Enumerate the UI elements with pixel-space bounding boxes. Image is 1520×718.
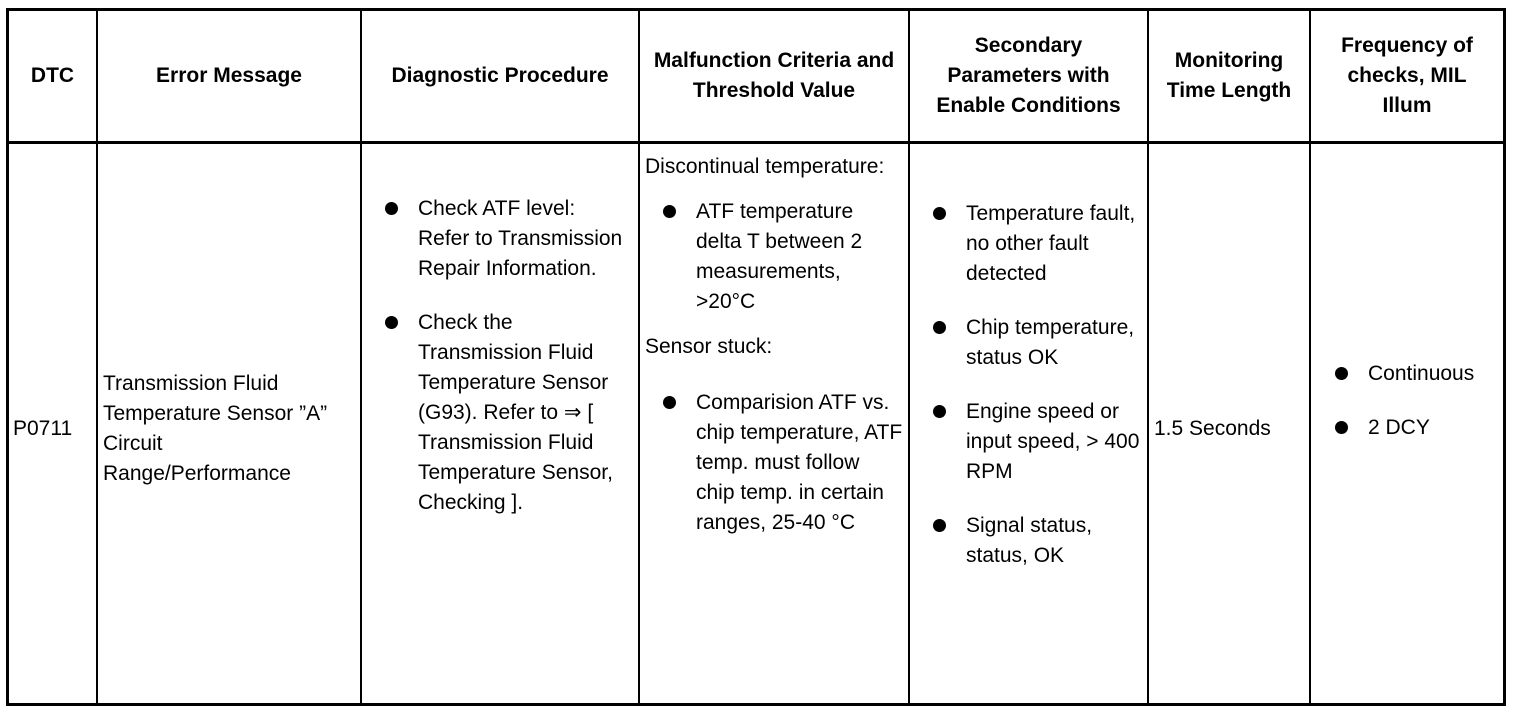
- header-malfunction-criteria: Malfunction Criteria and Threshold Value: [653, 49, 895, 102]
- list-item: [1335, 359, 1505, 389]
- parameter-text: Temperature fault, no other fault detected: [966, 202, 1136, 285]
- bullet-icon: [1335, 421, 1348, 434]
- list-item: [933, 199, 1143, 289]
- cell-diagnostic-procedure: [385, 194, 631, 518]
- bullet-icon: [663, 205, 676, 218]
- dtc-table: [6, 8, 1506, 706]
- list-item: [385, 194, 631, 284]
- parameter-text: Engine speed or input speed, > 400 RPM: [966, 400, 1140, 483]
- header-diagnostic-procedure: Diagnostic Procedure: [391, 64, 609, 87]
- parameter-text: Chip temperature, status OK: [966, 316, 1135, 369]
- cell-secondary-parameters: [933, 199, 1143, 571]
- cell-monitoring-time: 1.5 Seconds: [1154, 417, 1271, 440]
- list-item: [933, 397, 1143, 487]
- list-item: [663, 197, 903, 317]
- bullet-icon: [385, 202, 398, 215]
- bullet-icon: [933, 405, 946, 418]
- cell-error-message: Transmission Fluid Temperature Sensor ”A” Circuit Range/Performance: [103, 372, 328, 485]
- bullet-icon: [933, 519, 946, 532]
- header-frequency: Frequency of checks, MIL Illum: [1341, 34, 1473, 117]
- header-dtc: DTC: [30, 64, 75, 87]
- frequency-text: 2 DCY: [1368, 416, 1430, 439]
- cell-malfunction-criteria: [645, 152, 903, 538]
- parameter-text: Signal status, status, OK: [966, 514, 1093, 567]
- procedure-step-text: Check the Transmission Fluid Temperature Sensor (G93). Refer to ⇒ [ Transmission Fluid Temperature Sensor, Checking ].: [418, 311, 613, 514]
- list-item: [933, 511, 1143, 571]
- criteria-item-text: ATF temperature delta T between 2 measurements, >20°C: [696, 200, 863, 313]
- header-monitoring-time: Monitoring Time Length: [1166, 49, 1292, 102]
- bullet-icon: [663, 396, 676, 409]
- bullet-icon: [1335, 367, 1348, 380]
- list-item: [663, 388, 903, 538]
- header-secondary-parameters: Secondary Parameters with Enable Conditions: [936, 34, 1121, 117]
- cell-frequency: [1335, 359, 1505, 443]
- criteria-section-title: Discontinual temperature:: [645, 155, 885, 178]
- procedure-step-text: Check ATF level: Refer to Transmission Repair Information.: [418, 197, 623, 280]
- frequency-text: Continuous: [1368, 362, 1475, 385]
- criteria-section-title: Sensor stuck:: [645, 335, 773, 358]
- header-error-message: Error Message: [156, 64, 302, 87]
- list-item: [933, 313, 1143, 373]
- bullet-icon: [933, 321, 946, 334]
- bullet-icon: [933, 207, 946, 220]
- header-divider: [9, 141, 1503, 144]
- cell-dtc: P0711: [13, 417, 73, 440]
- criteria-item-text: Comparision ATF vs. chip temperature, ATF temp. must follow chip temp. in certain ranges, 25-40 °C: [696, 391, 903, 534]
- list-item: [1335, 413, 1505, 443]
- list-item: [385, 308, 631, 518]
- bullet-icon: [385, 316, 398, 329]
